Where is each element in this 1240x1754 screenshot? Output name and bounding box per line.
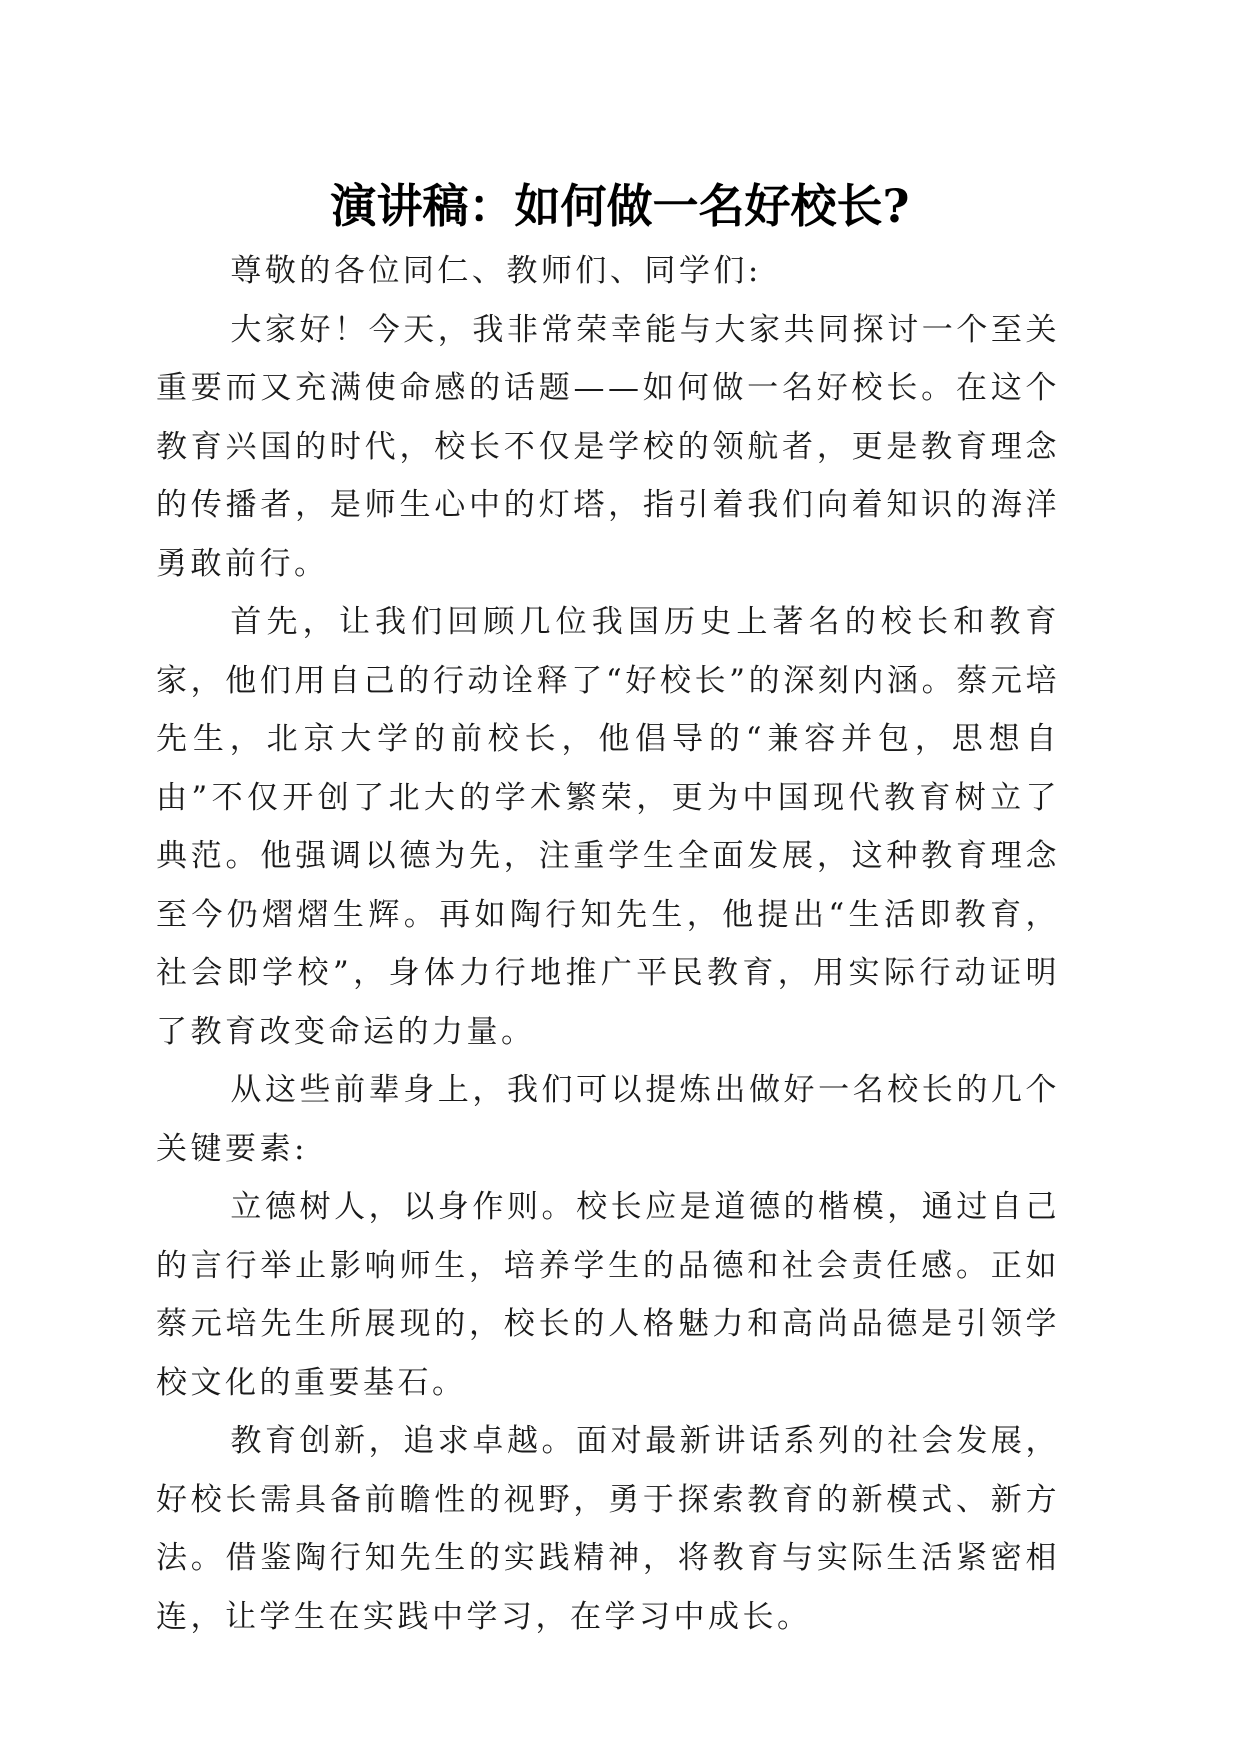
document-title: 演讲稿：如何做一名好校长?: [330, 179, 910, 233]
paragraph-virtue: 立德树人，以身作则。校长应是道德的楷模，通过自己的言行举止影响师生，培养学生的品德和社会责任感。正如蔡元培先生所展现的，校长的人格魅力和高尚品德是引领学校文化的重要基石。: [156, 1189, 1060, 1401]
document-body: [156, 242, 1060, 1646]
paragraph-innovation: 教育创新，追求卓越。面对最新讲话系列的社会发展，好校长需具备前瞻性的视野，勇于探索教育的新模式、新方法。借鉴陶行知先生的实践精神，将教育与实际生活紧密相连，让学生在实践中学习，在学习中成长。: [156, 1423, 1060, 1635]
paragraph-history: 首先，让我们回顾几位我国历史上著名的校长和教育家，他们用自己的行动诠释了“好校长”的深刻内涵。蔡元培先生，北京大学的前校长，他倡导的“兼容并包，思想自由”不仅开创了北大的学术繁荣，更为中国现代教育树立了典范。他强调以德为先，注重学生全面发展，这种教育理念至今仍熠熠生辉。再如陶行知先生，他提出“生活即教育，社会即学校”，身体力行地推广平民教育，用实际行动证明了教育改变命运的力量。: [156, 604, 1060, 1050]
paragraph-opening: 大家好！今天，我非常荣幸能与大家共同探讨一个至关重要而又充满使命感的话题——如何做一名好校长。在这个教育兴国的时代，校长不仅是学校的领航者，更是教育理念的传播者，是师生心中的灯塔，指引着我们向着知识的海洋勇敢前行。: [156, 311, 1060, 582]
paragraph-key-elements: 从这些前辈身上，我们可以提炼出做好一名校长的几个关键要素:: [156, 1072, 1060, 1167]
paragraph-greeting: 尊敬的各位同仁、教师们、同学们:: [230, 253, 762, 289]
